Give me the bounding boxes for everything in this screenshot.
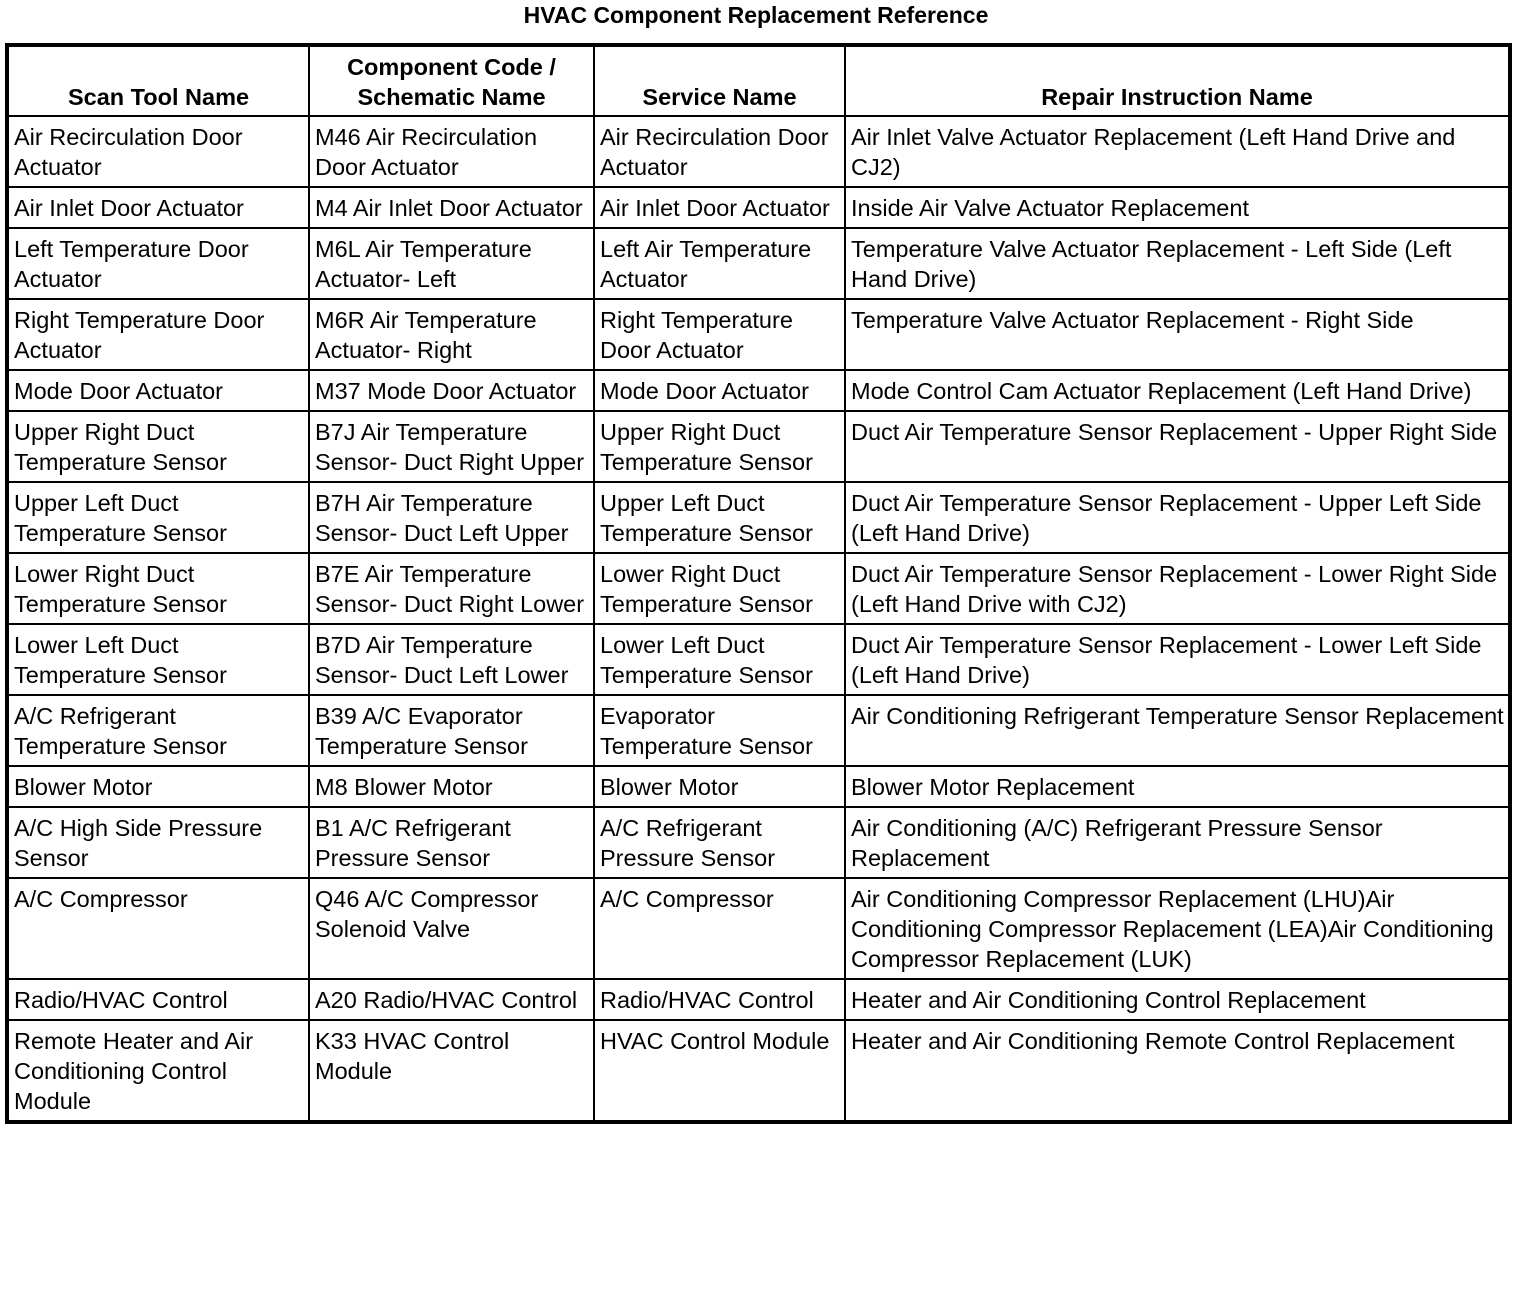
table-row [7,766,1510,807]
cell-service-name: Upper Right Duct Temperature Sensor [594,411,845,482]
cell-scan-tool-name: Lower Left Duct Temperature Sensor [7,624,309,695]
table-row [7,1020,1510,1122]
cell-scan-tool-name: Upper Left Duct Temperature Sensor [7,482,309,553]
cell-scan-tool-name: Lower Right Duct Temperature Sensor [7,553,309,624]
table-row [7,482,1510,553]
cell-component-code: A20 Radio/HVAC Control [309,979,594,1020]
cell-component-code: M6R Air Temperature Actuator- Right [309,299,594,370]
cell-service-name: Mode Door Actuator [594,370,845,411]
cell-scan-tool-name: A/C Compressor [7,878,309,979]
cell-repair-instruction: Heater and Air Conditioning Remote Control Replacement [845,1020,1510,1122]
cell-service-name: Air Recirculation Door Actuator [594,116,845,187]
header-repair-instruction-name: Repair Instruction Name [845,45,1510,116]
cell-scan-tool-name: A/C Refrigerant Temperature Sensor [7,695,309,766]
cell-repair-instruction: Temperature Valve Actuator Replacement - Right Side [845,299,1510,370]
cell-component-code: B7E Air Temperature Sensor- Duct Right Lower [309,553,594,624]
cell-scan-tool-name: Remote Heater and Air Conditioning Control Module [7,1020,309,1122]
cell-component-code: B1 A/C Refrigerant Pressure Sensor [309,807,594,878]
cell-repair-instruction: Air Inlet Valve Actuator Replacement (Left Hand Drive and CJ2) [845,116,1510,187]
cell-repair-instruction: Air Conditioning (A/C) Refrigerant Pressure Sensor Replacement [845,807,1510,878]
cell-repair-instruction: Duct Air Temperature Sensor Replacement - Lower Right Side (Left Hand Drive with CJ2) [845,553,1510,624]
page-title: HVAC Component Replacement Reference [523,2,989,28]
header-scan-tool-name: Scan Tool Name [7,45,309,116]
cell-repair-instruction: Temperature Valve Actuator Replacement - Left Side (Left Hand Drive) [845,228,1510,299]
table-row [7,187,1510,228]
header-component-code: Component Code / Schematic Name [309,45,594,116]
cell-scan-tool-name: A/C High Side Pressure Sensor [7,807,309,878]
cell-repair-instruction: Duct Air Temperature Sensor Replacement - Upper Left Side (Left Hand Drive) [845,482,1510,553]
cell-scan-tool-name: Right Temperature Door Actuator [7,299,309,370]
cell-repair-instruction: Inside Air Valve Actuator Replacement [845,187,1510,228]
table-body [7,116,1510,1122]
cell-component-code: B39 A/C Evaporator Temperature Sensor [309,695,594,766]
cell-repair-instruction: Air Conditioning Compressor Replacement (LHU)Air Conditioning Compressor Replacement (LEA)Air Conditioning Compressor Replacement (LUK) [845,878,1510,979]
table-row [7,228,1510,299]
cell-component-code: B7D Air Temperature Sensor- Duct Left Lower [309,624,594,695]
table-row [7,624,1510,695]
cell-component-code: B7J Air Temperature Sensor- Duct Right Upper [309,411,594,482]
table-row [7,878,1510,979]
cell-scan-tool-name: Left Temperature Door Actuator [7,228,309,299]
cell-service-name: Upper Left Duct Temperature Sensor [594,482,845,553]
table-row [7,116,1510,187]
cell-component-code: M8 Blower Motor [309,766,594,807]
cell-component-code: M46 Air Recirculation Door Actuator [309,116,594,187]
cell-service-name: Air Inlet Door Actuator [594,187,845,228]
cell-service-name: Blower Motor [594,766,845,807]
cell-service-name: Lower Left Duct Temperature Sensor [594,624,845,695]
cell-scan-tool-name: Air Inlet Door Actuator [7,187,309,228]
cell-scan-tool-name: Upper Right Duct Temperature Sensor [7,411,309,482]
cell-repair-instruction: Blower Motor Replacement [845,766,1510,807]
cell-service-name: Left Air Temperature Actuator [594,228,845,299]
table-row [7,299,1510,370]
cell-repair-instruction: Air Conditioning Refrigerant Temperature Sensor Replacement [845,695,1510,766]
table-row [7,695,1510,766]
cell-scan-tool-name: Mode Door Actuator [7,370,309,411]
cell-service-name: Lower Right Duct Temperature Sensor [594,553,845,624]
cell-service-name: HVAC Control Module [594,1020,845,1122]
cell-component-code: K33 HVAC Control Module [309,1020,594,1122]
cell-scan-tool-name: Air Recirculation Door Actuator [7,116,309,187]
cell-component-code: Q46 A/C Compressor Solenoid Valve [309,878,594,979]
cell-service-name: A/C Refrigerant Pressure Sensor [594,807,845,878]
cell-scan-tool-name: Radio/HVAC Control [7,979,309,1020]
cell-scan-tool-name: Blower Motor [7,766,309,807]
table-row [7,979,1510,1020]
cell-repair-instruction: Duct Air Temperature Sensor Replacement - Upper Right Side [845,411,1510,482]
cell-repair-instruction: Mode Control Cam Actuator Replacement (Left Hand Drive) [845,370,1510,411]
cell-service-name: Radio/HVAC Control [594,979,845,1020]
cell-component-code: M4 Air Inlet Door Actuator [309,187,594,228]
cell-repair-instruction: Duct Air Temperature Sensor Replacement - Lower Left Side (Left Hand Drive) [845,624,1510,695]
hvac-reference-table [5,43,1512,1124]
cell-component-code: B7H Air Temperature Sensor- Duct Left Upper [309,482,594,553]
header-row [7,45,1510,116]
table-row [7,370,1510,411]
table-row [7,553,1510,624]
cell-service-name: A/C Compressor [594,878,845,979]
cell-component-code: M6L Air Temperature Actuator- Left [309,228,594,299]
table-header [7,45,1510,116]
cell-service-name: Evaporator Temperature Sensor [594,695,845,766]
table-row [7,807,1510,878]
header-service-name: Service Name [594,45,845,116]
cell-component-code: M37 Mode Door Actuator [309,370,594,411]
cell-service-name: Right Temperature Door Actuator [594,299,845,370]
cell-repair-instruction: Heater and Air Conditioning Control Replacement [845,979,1510,1020]
table-row [7,411,1510,482]
